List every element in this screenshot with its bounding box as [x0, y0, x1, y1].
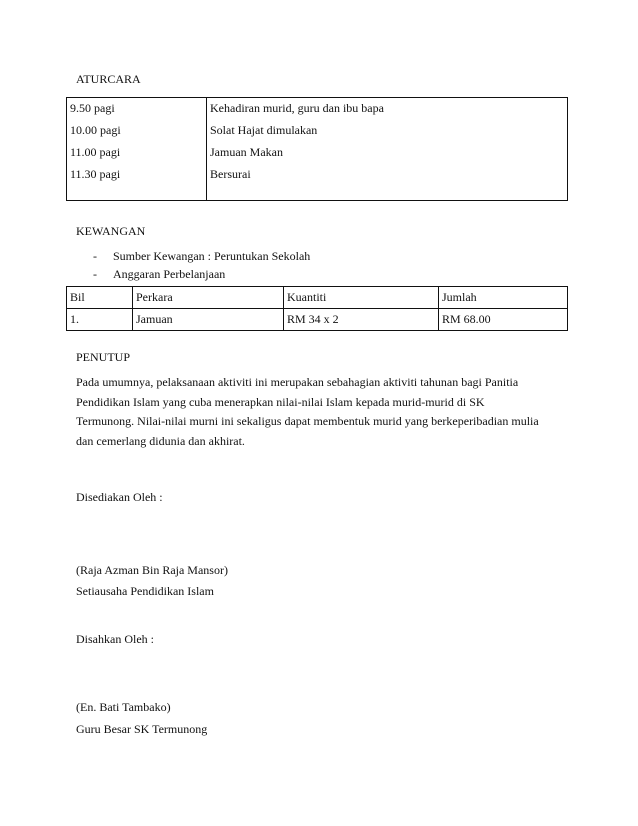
paragraph-line: Pada umumnya, pelaksanaan aktiviti ini merupakan sebahagian aktiviti tahunan bagi Panitia	[76, 375, 519, 389]
approved-by-name: (En. Bati Tambako)	[76, 700, 171, 714]
schedule-table	[66, 97, 568, 201]
closing-heading: PENUTUP	[76, 350, 131, 364]
approved-by-label: Disahkan Oleh :	[76, 632, 154, 646]
schedule-time: 9.50 pagi	[70, 101, 115, 115]
table-header-cell: Bil	[67, 287, 133, 309]
bullet-dash: -	[93, 249, 97, 263]
list-item	[93, 265, 310, 283]
bullet-text: Sumber Kewangan : Peruntukan Sekolah	[113, 249, 311, 263]
prepared-by-title: Setiausaha Pendidikan Islam	[76, 584, 214, 598]
finance-table	[66, 286, 568, 331]
table-header-cell: Perkara	[133, 287, 284, 309]
table-header-cell: Kuantiti	[284, 287, 439, 309]
table-cell: RM 34 x 2	[284, 309, 439, 331]
approved-by-title: Guru Besar SK Termunong	[76, 722, 208, 736]
paragraph-line: dan cemerlang didunia dan akhirat.	[76, 433, 245, 448]
schedule-activity: Kehadiran murid, guru dan ibu bapa	[210, 101, 384, 115]
closing-paragraph	[76, 373, 566, 451]
table-header-row	[67, 287, 568, 309]
bullet-dash: -	[93, 267, 97, 281]
schedule-activity: Solat Hajat dimulakan	[210, 123, 318, 137]
schedule-activity: Jamuan Makan	[210, 145, 283, 159]
finance-bullet-list	[93, 247, 310, 283]
paragraph-line: Termunong. Nilai-nilai murni ini sekaligus dapat membentuk murid yang berkeperibadian mulia	[76, 414, 539, 428]
table-cell: 1.	[67, 309, 133, 331]
prepared-by-name: (Raja Azman Bin Raja Mansor)	[76, 563, 228, 577]
bullet-text: Anggaran Perbelanjaan	[113, 267, 226, 281]
schedule-activity: Bersurai	[210, 167, 251, 181]
schedule-time: 11.30 pagi	[70, 167, 121, 181]
table-cell: RM 68.00	[439, 309, 568, 331]
prepared-by-label: Disediakan Oleh :	[76, 490, 163, 504]
schedule-times-cell	[67, 98, 207, 201]
schedule-time: 10.00 pagi	[70, 123, 121, 137]
list-item	[93, 247, 310, 265]
schedule-time: 11.00 pagi	[70, 145, 121, 159]
schedule-activities-cell	[207, 98, 568, 201]
finance-heading: KEWANGAN	[76, 224, 146, 238]
table-header-cell: Jumlah	[439, 287, 568, 309]
table-row	[67, 309, 568, 331]
paragraph-line: Pendidikan Islam yang cuba menerapkan nilai-nilai Islam kepada murid-murid di SK	[76, 394, 485, 409]
schedule-heading: ATURCARA	[76, 72, 141, 86]
table-cell: Jamuan	[133, 309, 284, 331]
